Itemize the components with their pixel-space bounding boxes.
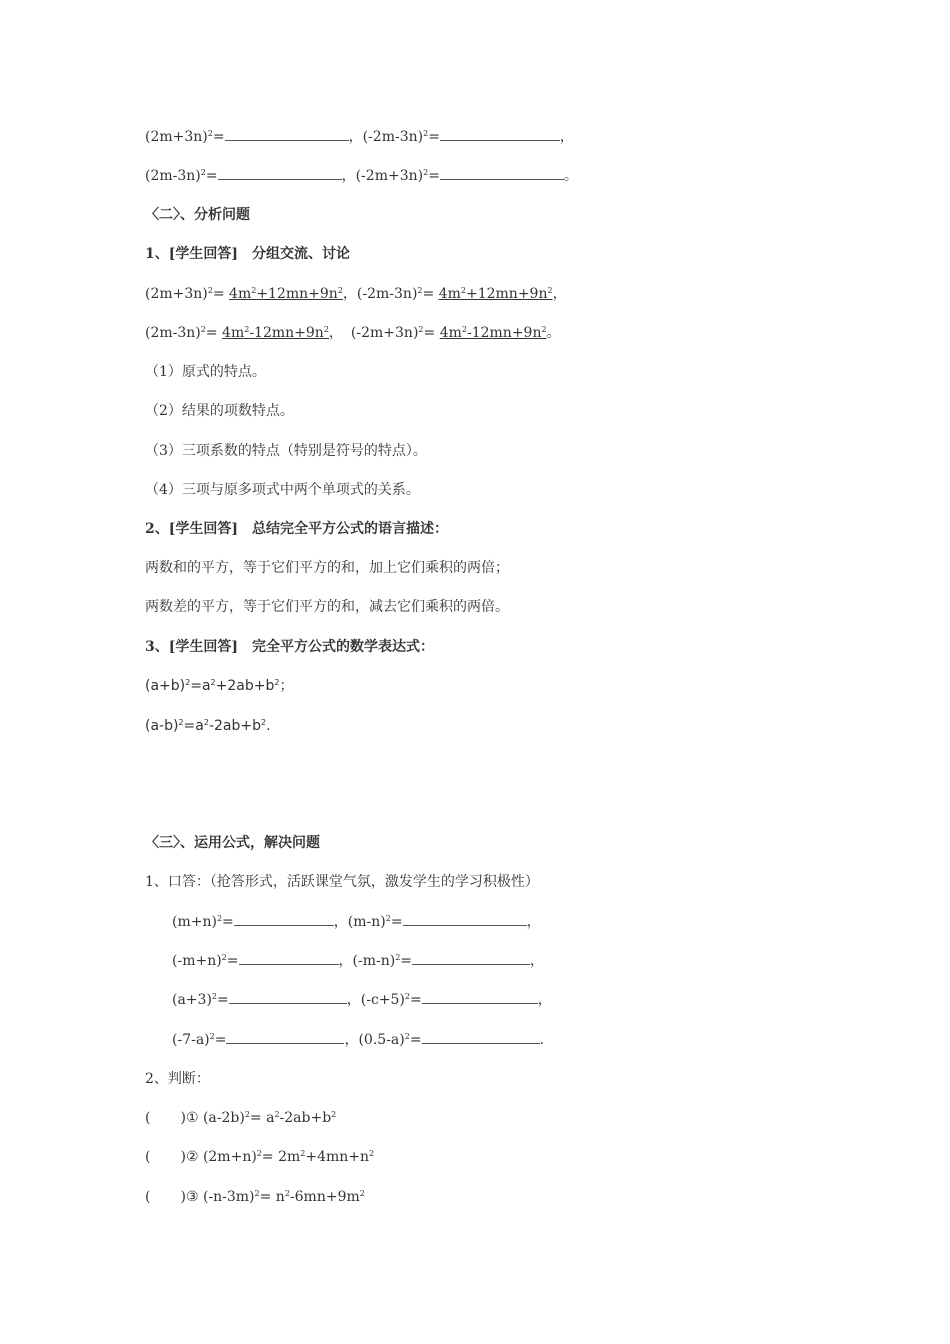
answer-row-2: $(2m-3n)^2= 4m^2-12mn+9n^2$， $(-2m+3n)^2= 4m^2-12mn+9n^2$。: [145, 325, 561, 341]
answer-blank[interactable]: [440, 127, 560, 141]
answer-blank[interactable]: [440, 166, 564, 180]
judge-bracket[interactable]: ( ): [145, 1149, 186, 1165]
answer-row-1: $(2m+3n)^2= 4m^2+12mn+9n^2$，$(-2m-3n)^2= 4m^2+12mn+9n^2$，: [145, 286, 567, 302]
answer-blank[interactable]: [403, 912, 527, 926]
point-2: （2）结果的项数特点。: [145, 403, 294, 419]
point-3: （3）三项系数的特点（特别是符号的特点）。: [145, 443, 427, 459]
judge-item-1: ( )① $(a-2b)^2= a^2-2ab+b^2$: [145, 1110, 337, 1126]
answer-blank[interactable]: [234, 912, 334, 926]
judge-bracket[interactable]: ( ): [145, 1189, 186, 1205]
judge-item-2: ( )② $(2m+n)^2= 2m^2+4mn+n^2$: [145, 1149, 375, 1165]
answer-blank[interactable]: [229, 990, 347, 1004]
oral-row-3: $(a+3)^2=$ ，$(-c+5)^2=$ ，: [172, 992, 552, 1008]
oral-row-4: $(-7-a)^2=$ ，$(0.5-a)^2=$ .: [172, 1032, 545, 1048]
formula-difference: $(a-b)^2=a^2-2ab+b^2$.: [145, 718, 271, 734]
oral-row-2: $(-m+n)^2=$ ，$(-m-n)^2=$ ，: [172, 953, 545, 969]
answer-blank[interactable]: [226, 1030, 344, 1044]
answer-blank[interactable]: [422, 990, 538, 1004]
judge-bracket[interactable]: ( ): [145, 1110, 186, 1126]
answer-blank[interactable]: [422, 1030, 540, 1044]
answer-blank[interactable]: [225, 127, 349, 141]
question-2-label: 2、[学生回答] 总结完全平方公式的语言描述：: [145, 521, 448, 537]
judge-item-3: ( )③ $(-n-3m)^2= n^2-6mn+9m^2$: [145, 1189, 365, 1205]
answer-blank[interactable]: [218, 166, 342, 180]
formula-sum: $(a+b)^2=a^2+2ab+b^2$；: [145, 678, 294, 694]
answer-blank[interactable]: [239, 951, 339, 965]
description-difference: 两数差的平方，等于它们平方的和，减去它们乘积的两倍。: [145, 599, 509, 615]
point-4: （4）三项与原多项式中两个单项式的关系。: [145, 482, 420, 498]
answer-blank[interactable]: [412, 951, 530, 965]
exercise-row-1: $(2m+3n)^2=$ ，$(-2m-3n)^2=$ ，: [145, 129, 574, 145]
oral-row-1: $(m+n)^2=$ ，$(m-n)^2=$ ，: [172, 914, 541, 930]
oral-answer-label: 1、口答：（抢答形式，活跃课堂气氛，激发学生的学习积极性）: [145, 874, 539, 890]
question-1-label: 1、[学生回答] 分组交流、讨论: [145, 246, 350, 262]
judge-label: 2、判断：: [145, 1071, 210, 1087]
exercise-row-2: $(2m-3n)^2=$ ，$(-2m+3n)^2=$ 。: [145, 168, 578, 184]
section-heading-apply: 〈三〉、运用公式，解决问题: [145, 835, 320, 851]
question-3-label: 3、[学生回答] 完全平方公式的数学表达式：: [145, 639, 434, 655]
point-1: （1）原式的特点。: [145, 364, 266, 380]
description-sum: 两数和的平方，等于它们平方的和，加上它们乘积的两倍；: [145, 560, 509, 576]
section-heading-analyze: 〈二〉、分析问题: [145, 207, 250, 223]
